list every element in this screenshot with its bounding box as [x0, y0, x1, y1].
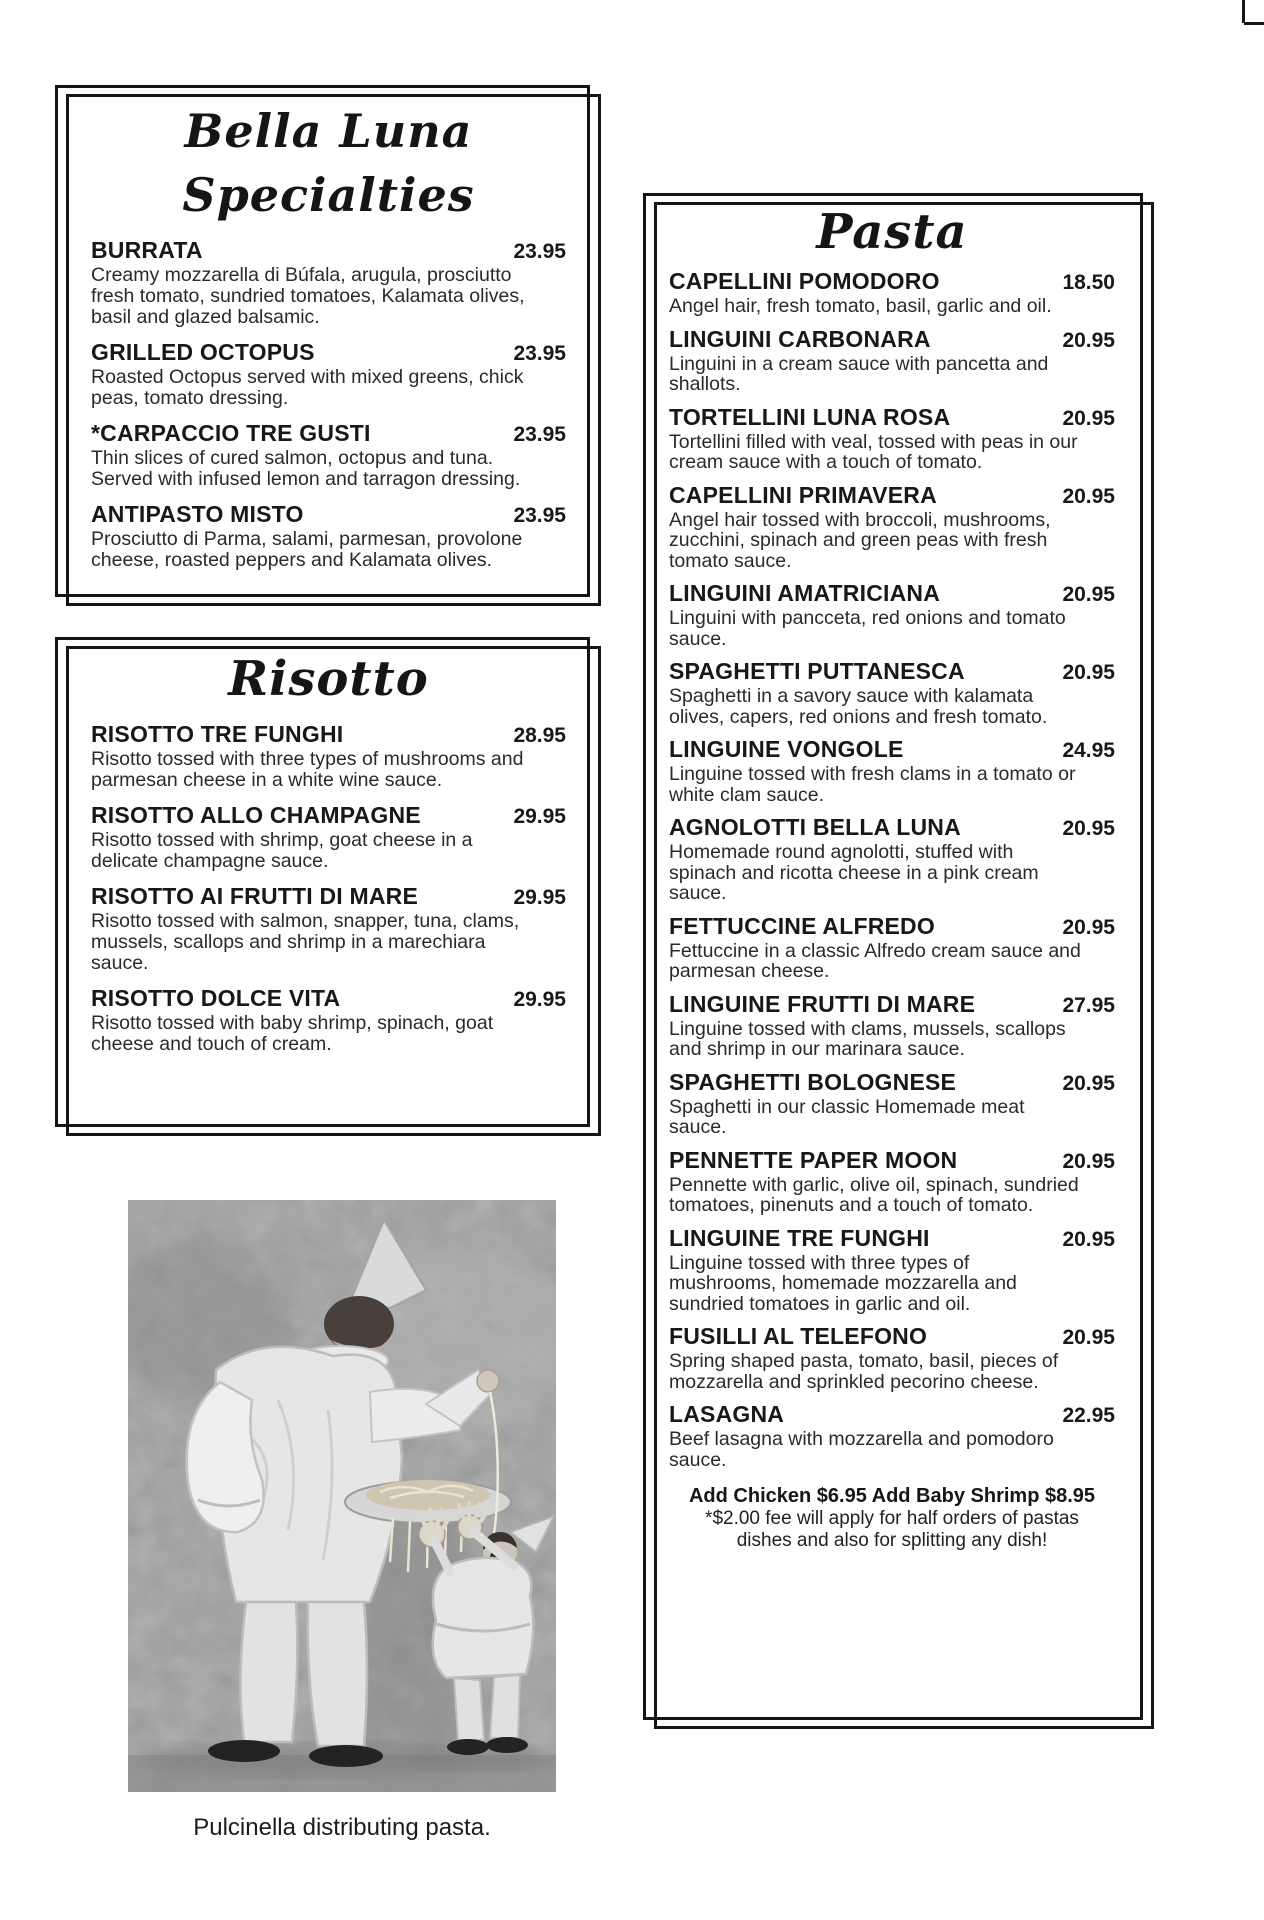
- item-price: 20.95: [1062, 1227, 1115, 1251]
- item-description: Linguini with pancceta, red onions and tomato sauce.: [669, 607, 1066, 650]
- item-price: 28.95: [513, 724, 566, 747]
- item-price: 29.95: [513, 805, 566, 828]
- item-description: Angel hair tossed with broccoli, mushrooms, zucchini, spinach and green peas with fresh tomato sauce.: [669, 508, 1051, 572]
- pulcinella-artwork: [128, 1200, 556, 1792]
- item-price: 20.95: [1062, 583, 1115, 606]
- item-description: Linguine tossed with three types of mushrooms, homemade mozzarella and sundried tomatoes in garlic and oil.: [669, 1251, 1017, 1315]
- menu-item-linguine-vongole: [669, 737, 1115, 805]
- item-description: Beef lasagna with mozzarella and pomodoro sauce.: [669, 1428, 1054, 1471]
- item-description: Spaghetti in a savory sauce with kalamata olives, capers, red onions and fresh tomato.: [669, 685, 1048, 728]
- item-price: 20.95: [1062, 484, 1115, 508]
- item-name: PENNETTE PAPER MOON: [669, 1146, 958, 1173]
- section-title-risotto: Risotto: [228, 651, 429, 707]
- menu-item-risotto-frutti-di-mare: [91, 883, 566, 974]
- menu-item-carpaccio-tre-gusti: [91, 420, 566, 490]
- item-price: 23.95: [513, 240, 566, 263]
- item-description: Homemade round agnolotti, stuffed with spinach and ricotta cheese in a pink cream sauce.: [669, 841, 1039, 904]
- item-name: FETTUCCINE ALFREDO: [669, 912, 935, 939]
- page-corner-mark-vertical: [1242, 0, 1245, 23]
- menu-item-burrata: [91, 237, 566, 328]
- menu-item-grilled-octopus: [91, 339, 566, 409]
- menu-item-spaghetti-bolognese: [669, 1070, 1115, 1138]
- section-title-pasta: Pasta: [816, 204, 968, 260]
- pasta-footnote: [669, 1484, 1115, 1552]
- bella-luna-specialties-box: [55, 85, 590, 597]
- menu-item-antipasto-misto: [91, 501, 566, 571]
- item-name: GRILLED OCTOPUS: [91, 339, 315, 365]
- item-description: Linguine tossed with fresh clams in a tomato or white clam sauce.: [669, 763, 1076, 806]
- item-description: Risotto tossed with salmon, snapper, tuna, clams, mussels, scallops and shrimp in a marechiara sauce.: [91, 910, 520, 974]
- item-description: Pennette with garlic, olive oil, spinach, sundried tomatoes, pinenuts and a touch of tomato.: [669, 1173, 1079, 1216]
- menu-item-pennette-paper-moon: [669, 1148, 1115, 1216]
- menu-item-capellini-pomodoro: [669, 269, 1115, 317]
- item-name: RISOTTO DOLCE VITA: [91, 985, 341, 1011]
- item-price: 20.95: [1062, 661, 1115, 684]
- menu-item-fettuccine-alfredo: [669, 914, 1115, 982]
- item-price: 20.95: [1062, 817, 1115, 840]
- item-name: RISOTTO TRE FUNGHI: [91, 721, 344, 747]
- item-name: SPAGHETTI BOLOGNESE: [669, 1068, 957, 1095]
- item-description: Linguine tossed with clams, mussels, scallops and shrimp in our marinara sauce.: [669, 1017, 1066, 1060]
- item-description: Risotto tossed with baby shrimp, spinach, goat cheese and touch of cream.: [91, 1012, 494, 1055]
- item-price: 20.95: [1062, 915, 1115, 939]
- item-name: LINGUINE TRE FUNGHI: [669, 1224, 930, 1251]
- menu-item-linguine-frutti-di-mare: [669, 992, 1115, 1060]
- item-name: LASAGNA: [669, 1401, 785, 1427]
- menu-item-tortellini-luna-rosa: [669, 405, 1115, 473]
- item-name: LINGUINI AMATRICIANA: [669, 580, 941, 606]
- item-price: 23.95: [513, 423, 566, 446]
- item-price: 22.95: [1062, 1404, 1115, 1427]
- item-name: RISOTTO ALLO CHAMPAGNE: [91, 802, 421, 828]
- item-name: CAPELLINI POMODORO: [669, 268, 940, 294]
- item-description: Fettuccine in a classic Alfredo cream sauce and parmesan cheese.: [669, 939, 1081, 982]
- item-price: 20.95: [1062, 406, 1115, 430]
- footnote-fee-line-2: dishes and also for splitting any dish!: [736, 1530, 1048, 1551]
- menu-item-risotto-dolce-vita: [91, 985, 566, 1055]
- menu-item-linguini-amatriciana: [669, 581, 1115, 649]
- item-description: Spaghetti in our classic Homemade meat sauce.: [669, 1095, 1025, 1138]
- item-name: RISOTTO AI FRUTTI DI MARE: [91, 883, 418, 909]
- item-price: 20.95: [1062, 1326, 1115, 1349]
- menu-item-risotto-tre-funghi: [91, 721, 566, 791]
- item-price: 24.95: [1062, 739, 1115, 762]
- section-title-specialties: Bella Luna Specialties: [182, 104, 475, 222]
- item-description: Thin slices of cured salmon, octopus and tuna. Served with infused lemon and tarragon dressing.: [91, 447, 521, 490]
- item-price: 20.95: [1062, 1071, 1115, 1095]
- menu-item-linguine-tre-funghi: [669, 1226, 1115, 1315]
- item-price: 29.95: [513, 988, 566, 1011]
- item-name: BURRATA: [91, 237, 203, 263]
- item-description: Angel hair, fresh tomato, basil, garlic and oil.: [669, 295, 1052, 317]
- menu-item-spaghetti-puttanesca: [669, 659, 1115, 727]
- item-description: Risotto tossed with three types of mushrooms and parmesan cheese in a white wine sauce.: [91, 748, 524, 791]
- footnote-addons: Add Chicken $6.95 Add Baby Shrimp $8.95: [688, 1485, 1096, 1507]
- item-price: 23.95: [513, 504, 566, 527]
- item-description: Tortellini filled with veal, tossed with peas in our cream sauce with a touch of tomato.: [669, 430, 1078, 473]
- item-name: LINGUINI CARBONARA: [669, 325, 931, 352]
- item-name: TORTELLINI LUNA ROSA: [669, 403, 951, 430]
- item-name: CAPELLINI PRIMAVERA: [669, 481, 937, 508]
- menu-item-agnolotti-bella-luna: [669, 815, 1115, 904]
- item-name: SPAGHETTI PUTTANESCA: [669, 658, 965, 684]
- artwork-caption: Pulcinella distributing pasta.: [193, 1814, 491, 1841]
- item-description: Spring shaped pasta, tomato, basil, pieces of mozzarella and sprinkled pecorino cheese.: [669, 1350, 1059, 1393]
- item-description: Prosciutto di Parma, salami, parmesan, provolone cheese, roasted peppers and Kalamata olives.: [91, 528, 523, 571]
- item-description: Creamy mozzarella di Búfala, arugula, prosciutto fresh tomato, sundried tomatoes, Kalamata olives, basil and glazed balsamic.: [91, 264, 525, 328]
- menu-item-capellini-primavera: [669, 483, 1115, 572]
- page-corner-mark-horizontal: [1244, 22, 1264, 25]
- menu-item-lasagna: [669, 1402, 1115, 1470]
- item-description: Linguini in a cream sauce with pancetta and shallots.: [669, 352, 1049, 395]
- item-name: FUSILLI AL TELEFONO: [669, 1323, 928, 1349]
- item-price: 23.95: [513, 342, 566, 365]
- menu-item-linguini-carbonara: [669, 327, 1115, 395]
- menu-item-risotto-allo-champagne: [91, 802, 566, 872]
- footnote-fee-line-1: *$2.00 fee will apply for half orders of pastas: [705, 1508, 1079, 1529]
- item-price: 20.95: [1062, 328, 1115, 352]
- item-name: LINGUINE VONGOLE: [669, 736, 904, 762]
- item-name: AGNOLOTTI BELLA LUNA: [669, 814, 961, 840]
- item-name: *CARPACCIO TRE GUSTI: [91, 420, 371, 446]
- item-name: ANTIPASTO MISTO: [91, 501, 304, 527]
- item-price: 29.95: [513, 886, 566, 909]
- item-price: 20.95: [1062, 1149, 1115, 1173]
- item-description: Roasted Octopus served with mixed greens, chick peas, tomato dressing.: [91, 366, 524, 409]
- risotto-box: [55, 637, 590, 1127]
- item-name: LINGUINE FRUTTI DI MARE: [669, 990, 976, 1017]
- pasta-box: [643, 193, 1143, 1720]
- item-description: Risotto tossed with shrimp, goat cheese in a delicate champagne sauce.: [91, 829, 473, 872]
- menu-item-fusilli-al-telefono: [669, 1324, 1115, 1392]
- item-price: 27.95: [1062, 993, 1115, 1017]
- item-price: 18.50: [1062, 271, 1115, 294]
